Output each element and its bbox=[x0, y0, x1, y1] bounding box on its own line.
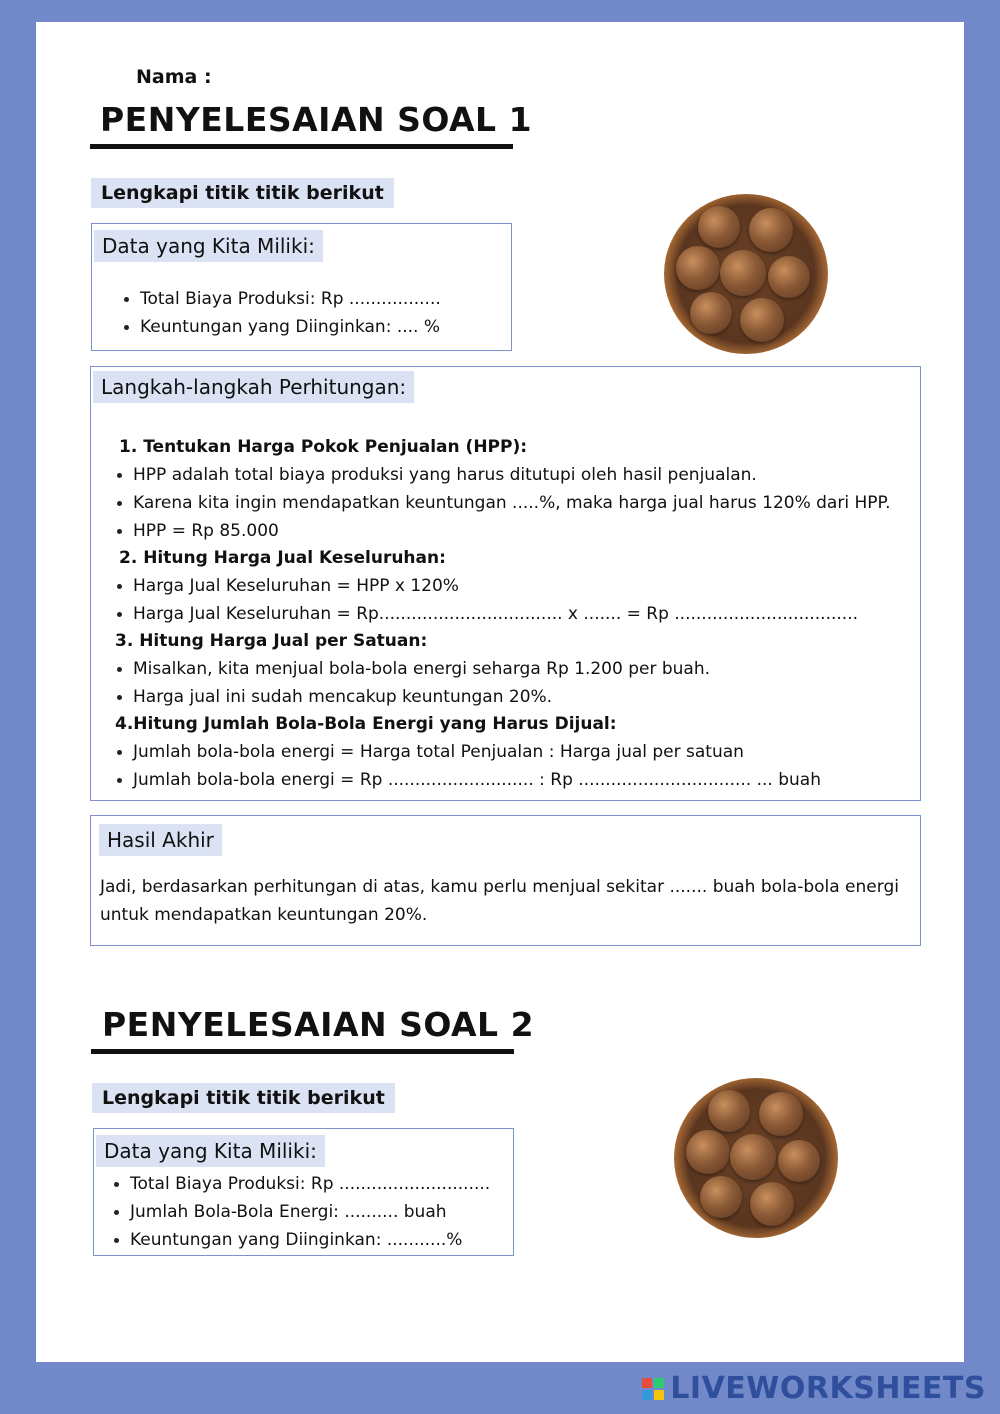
soal1-data-box bbox=[91, 223, 512, 351]
list-item: Harga jual ini sudah mencakup keuntungan 20%. bbox=[113, 683, 710, 711]
soal2-data-box-title: Data yang Kita Miliki: bbox=[96, 1135, 325, 1167]
soal2-instruction: Lengkapi titik titik berikut bbox=[92, 1083, 395, 1113]
list-item: Keuntungan yang Diinginkan: ...........% bbox=[110, 1226, 490, 1254]
name-label: Nama : bbox=[136, 66, 212, 88]
step4-list bbox=[113, 738, 821, 794]
soal1-steps-box bbox=[90, 366, 921, 801]
soal1-title: PENYELESAIAN SOAL 1 bbox=[100, 100, 533, 139]
list-item: Jumlah Bola-Bola Energi: .......... buah bbox=[110, 1198, 490, 1226]
list-item: Karena kita ingin mendapatkan keuntungan .....%, maka harga jual harus 120% dari HPP. bbox=[113, 489, 891, 517]
energy-balls-image bbox=[664, 194, 828, 354]
soal2-data-list bbox=[110, 1170, 490, 1254]
list-item: HPP = Rp 85.000 bbox=[113, 517, 891, 545]
list-item: Jumlah bola-bola energi = Rp ........................... : Rp ................................ ... buah bbox=[113, 766, 821, 794]
soal1-data-list bbox=[120, 285, 441, 341]
step2-list bbox=[113, 572, 858, 628]
soal1-title-rule bbox=[90, 144, 513, 149]
logo-text: LIVEWORKSHEETS bbox=[670, 1371, 986, 1406]
result-text: Jadi, berdasarkan perhitungan di atas, kamu perlu menjual sekitar ....... buah bola-bola energi untuk mendapatkan keuntungan 20%. bbox=[100, 877, 899, 925]
step3-list bbox=[113, 655, 710, 711]
list-item: Total Biaya Produksi: Rp ................. bbox=[120, 285, 441, 313]
liveworksheets-logo bbox=[642, 1371, 986, 1406]
list-item: Harga Jual Keseluruhan = HPP x 120% bbox=[113, 572, 858, 600]
step1-heading: 1. Tentukan Harga Pokok Penjualan (HPP): bbox=[119, 437, 528, 457]
soal1-result-box bbox=[90, 815, 921, 946]
energy-balls-image bbox=[674, 1078, 838, 1238]
list-item: HPP adalah total biaya produksi yang harus ditutupi oleh hasil penjualan. bbox=[113, 461, 891, 489]
soal1-steps-box-title: Langkah-langkah Perhitungan: bbox=[93, 371, 414, 403]
list-item: Total Biaya Produksi: Rp ............................ bbox=[110, 1170, 490, 1198]
list-item: Harga Jual Keseluruhan = Rp.................................. x ....... = Rp .................................. bbox=[113, 600, 858, 628]
list-item: Keuntungan yang Diinginkan: .... % bbox=[120, 313, 441, 341]
soal1-data-box-title: Data yang Kita Miliki: bbox=[94, 230, 323, 262]
logo-icon bbox=[642, 1378, 664, 1400]
soal2-title-rule bbox=[91, 1049, 514, 1054]
soal2-title: PENYELESAIAN SOAL 2 bbox=[102, 1005, 535, 1044]
list-item: Misalkan, kita menjual bola-bola energi seharga Rp 1.200 per buah. bbox=[113, 655, 710, 683]
step2-heading: 2. Hitung Harga Jual Keseluruhan: bbox=[119, 548, 446, 568]
step4-heading: 4.Hitung Jumlah Bola-Bola Energi yang Harus Dijual: bbox=[115, 714, 617, 734]
worksheet-page bbox=[36, 22, 964, 1362]
step3-heading: 3. Hitung Harga Jual per Satuan: bbox=[115, 631, 428, 651]
soal1-result-box-title: Hasil Akhir bbox=[99, 824, 222, 856]
soal1-instruction: Lengkapi titik titik berikut bbox=[91, 178, 394, 208]
list-item: Jumlah bola-bola energi = Harga total Penjualan : Harga jual per satuan bbox=[113, 738, 821, 766]
step1-list bbox=[113, 461, 891, 545]
soal2-data-box bbox=[93, 1128, 514, 1256]
